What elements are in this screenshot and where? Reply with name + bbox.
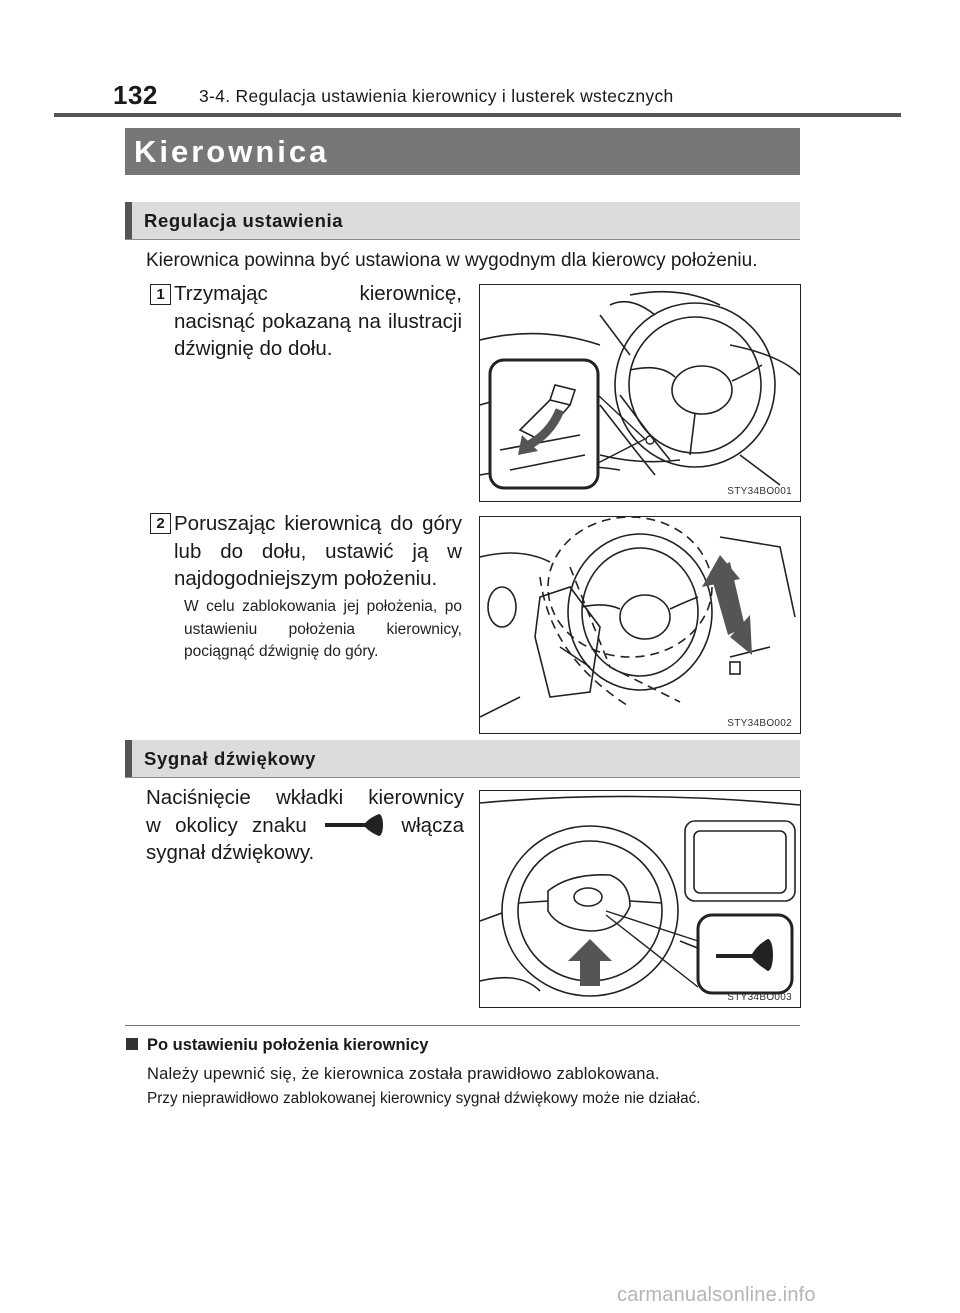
wheel-tilt-illustration: [480, 517, 800, 733]
step-1-number: 1: [150, 284, 171, 305]
step-2-number: 2: [150, 513, 171, 534]
chapter-title: Kierownica: [134, 134, 330, 169]
figure-2-code: STY34BO002: [727, 718, 792, 729]
adjust-intro: Kierownica powinna być ustawiona w wygodnym dla kierowcy położeniu.: [146, 250, 758, 271]
note-line-1: Należy upewnić się, że kierownica została prawidłowo zablokowana.: [147, 1065, 660, 1083]
step-2-text: Poruszając kierownicą do góry lub do dołu, ustawić ją w najdogodniejszym położeniu.: [174, 512, 462, 590]
note-rule: [125, 1025, 800, 1026]
header-rule: [54, 113, 901, 117]
horn-icon: [321, 812, 387, 838]
section-horn-bar: [125, 740, 800, 778]
step-1-text: Trzymając kierownicę, nacisnąć pokazaną na ilustracji dźwignię do dołu.: [174, 282, 462, 360]
figure-1-code: STY34BO001: [727, 486, 792, 497]
horn-line-1: Naciśnięcie wkładki kierownicy: [146, 786, 464, 809]
lever-release-illustration: [480, 285, 800, 501]
chapter-title-bar: [125, 128, 800, 175]
figure-3-code: STY34BO003: [727, 992, 792, 1003]
figure-horn-pad: [479, 790, 801, 1008]
section-horn-heading: Sygnał dźwiękowy: [144, 748, 317, 769]
page-number: 132: [113, 80, 158, 110]
horn-pad-illustration: [480, 791, 800, 1007]
figure-wheel-tilt: [479, 516, 801, 734]
horn-line-3: sygnał dźwiękowy.: [146, 841, 315, 864]
note-heading: Po ustawieniu położenia kierownicy: [126, 1036, 428, 1055]
figure-lever-release: [479, 284, 801, 502]
square-bullet-icon: [126, 1038, 138, 1050]
horn-line-2: w okolicy znaku włącza: [146, 813, 464, 837]
section-adjust-bar: [125, 202, 800, 240]
running-title: 3-4. Regulacja ustawienia kierownicy i lusterek wstecznych: [199, 86, 674, 106]
note-line-2: Przy nieprawidłowo zablokowanej kierownicy sygnał dźwiękowy może nie działać.: [147, 1090, 701, 1107]
watermark: carmanualsonline.info: [617, 1284, 816, 1306]
section-adjust-heading: Regulacja ustawienia: [144, 210, 344, 231]
horn-description: [146, 784, 464, 867]
step-2-subtext: W celu zablokowania jej położenia, po ustawieniu położenia kierownicy, pociągnąć dźwignię do góry.: [184, 598, 462, 660]
